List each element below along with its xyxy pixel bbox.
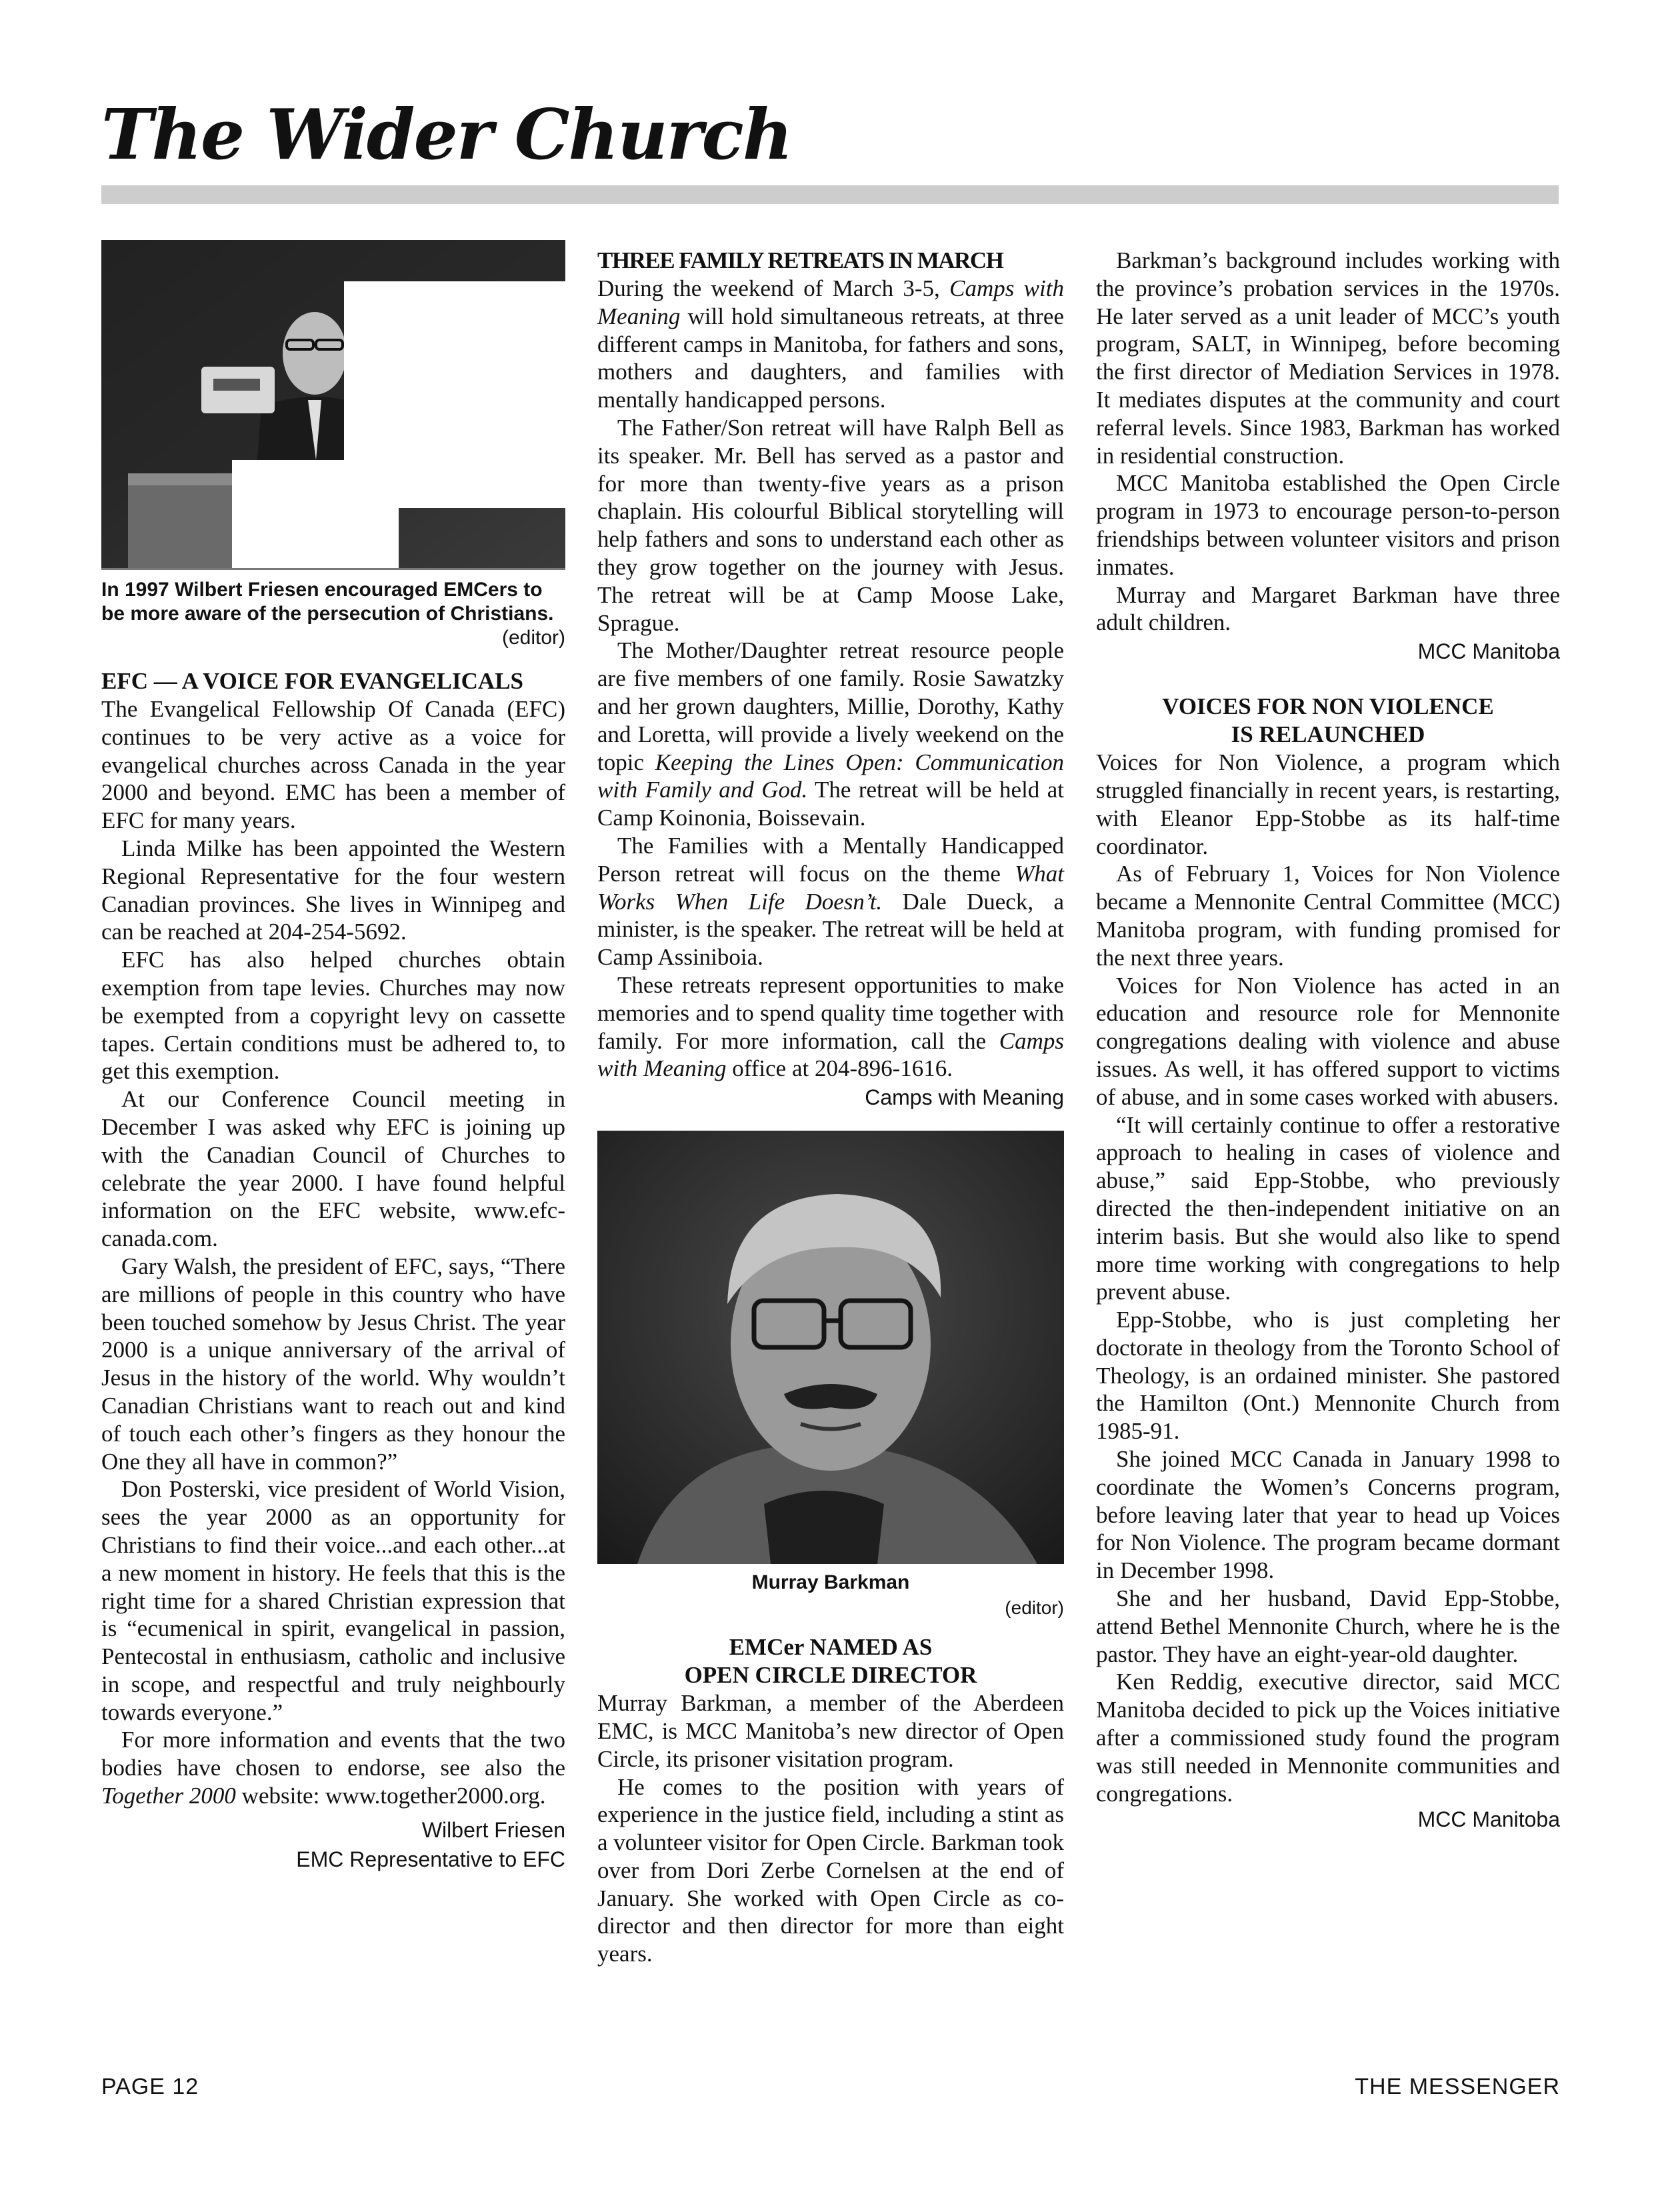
barkman-heading-line-1: EMCer NAMED AS: [729, 1634, 933, 1661]
efc-author-title: EMC Representative to EFC: [296, 1847, 565, 1871]
retreats-paragraph: The Families with a Mentally Handicapped Person retreat will focus on the theme What Works When Life Doesn’t. Dale Dueck, a minister, is the speaker. The retreat will be held at Camp Assiniboia.: [597, 832, 1064, 971]
barkman-paragraph: He comes to the position with years of experience in the justice field, including a stint as a volunteer visitor for Open Circle. Barkman took over from Dori Zerbe Cornelsen at the end of January. She worked with Open Circle as co-director and then director for more than eight years.: [597, 1773, 1064, 1967]
voices-heading-line-2: IS RELAUNCHED: [1231, 721, 1425, 748]
efc-paragraph-last: For more information and events that the two bodies have chosen to endorse, see also the Together 2000 website: www.together2000.org.: [101, 1727, 565, 1809]
efc-paragraph: Linda Milke has been appointed the Western Regional Representative for the four western Canadian provinces. She lives in Winnipeg and can be reached at 204-254-5692.: [101, 835, 565, 945]
barkman-paragraph: Murray Barkman, a member of the Aberdeen EMC, is MCC Manitoba’s new director of Open Circle, its prisoner visitation program.: [597, 1690, 1064, 1772]
barkman-paragraph: Murray and Margaret Barkman have three adult children.: [1096, 581, 1560, 636]
efc-paragraph: The Evangelical Fellowship Of Canada (EFC) continues to be very active as a voice for evangelical churches across Canada in the year 2000 and beyond. EMC has been a member of EFC for many years.: [101, 696, 565, 834]
retreats-paragraph: The Mother/Daughter retreat resource people are five members of one family. Rosie Sawatzky and her grown daughters, Millie, Dorothy, Kathy and Loretta, will provide a lively weekend on the topic Keeping the Lines Open: Communication with Family and God. The retreat will be held at Camp Koinonia, Boissevain.: [597, 637, 1065, 831]
photo-wilbert-friesen-caption: [101, 578, 565, 649]
photo-wilbert-friesen: [101, 240, 565, 570]
photo-murray-barkman-caption: Murray Barkman: [751, 1571, 910, 1594]
column-3: [1096, 247, 1560, 1834]
efc-heading: EFC — A VOICE FOR EVANGELICALS: [101, 668, 524, 694]
voices-paragraph: She and her husband, David Epp-Stobbe, attend Bethel Mennonite Church, where he is the pastor. They have an eight-year-old daughter.: [1096, 1585, 1560, 1667]
column-1: [101, 240, 565, 1874]
efc-paragraph: Gary Walsh, the president of EFC, says, “There are millions of people in this country who have been touched somehow by Jesus Christ. The year 2000 is a unique anniversary of the arrival of Jesus in the history of the world. Why wouldn’t Canadian Christians want to reach out and kind of touch each other’s fingers as they honour the One they all have in common?”: [101, 1253, 565, 1475]
photo-wilbert-friesen-image: [101, 240, 565, 568]
section-title-rule: [101, 185, 1559, 204]
publication-name: THE MESSENGER: [1355, 2074, 1560, 2099]
voices-paragraph: Voices for Non Violence has acted in an education and resource role for Mennonite congregations dealing with violence and abuse issues. As well, it has offered support to victims of abuse, and in some cases worked with abusers.: [1096, 972, 1560, 1110]
voices-credit: MCC Manitoba: [1417, 1807, 1560, 1832]
efc-paragraph: At our Conference Council meeting in December I was asked why EFC is joining up with the Canadian Council of Churches to celebrate the year 2000. I have found helpful information on the EFC website, www.efc-canada.com.: [101, 1086, 565, 1252]
photo-murray-barkman-credit: (editor): [1005, 1597, 1064, 1619]
photo-murray-barkman: [597, 1131, 1064, 1564]
barkman-paragraph: MCC Manitoba established the Open Circle program in 1973 to encourage person-to-person friendships between volunteer visitors and prison inmates.: [1096, 470, 1560, 580]
retreats-credit: Camps with Meaning: [865, 1085, 1064, 1110]
barkman-paragraph: Barkman’s background includes working with the province’s probation services in the 1970s. He later served as a unit leader of MCC’s youth program, SALT, in Winnipeg, before becoming the first director of Mediation Services in 1978. It mediates disputes at the community and court referral levels. Since 1983, Barkman has worked in residential construction.: [1096, 247, 1560, 469]
retreats-paragraph: During the weekend of March 3-5, Camps with Meaning will hold simultaneous retreats, at three different camps in Manitoba, for fathers and sons, mothers and daughters, and families with mentally handicapped persons.: [597, 275, 1064, 413]
voices-paragraph: As of February 1, Voices for Non Violence became a Mennonite Central Committee (MCC) Manitoba program, with funding promised for the next three years.: [1096, 861, 1560, 971]
retreats-heading: THREE FAMILY RETREATS IN MARCH: [597, 247, 1003, 273]
retreats-paragraph: The Father/Son retreat will have Ralph Bell as its speaker. Mr. Bell has served as a pastor and for more than twenty-five years as a prison chaplain. His colourful Biblical storytelling will help fathers and sons to understand each other as they grow together on the journey with Jesus. The retreat will be at Camp Moose Lake, Sprague.: [597, 414, 1064, 636]
column-2: [597, 247, 1064, 1968]
efc-paragraph: Don Posterski, vice president of World Vision, sees the year 2000 as an opportunity for Christians to find their voice...and each other...at a new moment in history. He feels that this is the right time for a shared Christian expression that is “ecumenical in spirit, evangelical in passion, Pentecostal in enthusiasm, catholic and inclusive in scope, and respectful and truly neighbourly towards everyone.”: [101, 1476, 565, 1725]
section-title: The Wider Church: [101, 93, 792, 175]
voices-paragraph: Voices for Non Violence, a program which struggled financially in recent years, is restarting, with Eleanor Epp-Stobbe as its half-time coordinator.: [1096, 749, 1560, 859]
voices-heading-line-1: VOICES FOR NON VIOLENCE: [1162, 693, 1494, 720]
page-number: PAGE 12: [101, 2074, 199, 2099]
voices-paragraph: Epp-Stobbe, who is just completing her doctorate in theology from the Toronto School of Theology, is an ordained minister. She pastored the Hamilton (Ont.) Mennonite Church from 1985-91.: [1096, 1307, 1560, 1445]
voices-paragraph: She joined MCC Canada in January 1998 to coordinate the Women’s Concerns program, before leaving later that year to head up Voices for Non Violence. The program became dormant in December 1998.: [1096, 1446, 1560, 1584]
efc-author: Wilbert Friesen: [421, 1817, 565, 1842]
barkman-heading-line-2: OPEN CIRCLE DIRECTOR: [684, 1662, 977, 1689]
voices-paragraph: “It will certainly continue to offer a restorative approach to healing in cases of violence and abuse,” said Epp-Stobbe, who previously directed the then-independent initiative on an interim basis. But she would also like to spend more time working with congregations to help prevent abuse.: [1096, 1111, 1560, 1305]
barkman-credit: MCC Manitoba: [1417, 639, 1560, 664]
caption-credit: (editor): [501, 627, 565, 649]
voices-paragraph: Ken Reddig, executive director, said MCC Manitoba decided to pick up the Voices initiative after a commissioned study found the program was still needed in Mennonite communities and congregations.: [1096, 1669, 1560, 1807]
photo-murray-barkman-image: [597, 1131, 1064, 1564]
retreats-paragraph: These retreats represent opportunities to make memories and to spend quality time together with family. For more information, call the Camps with Meaning office at 204-896-1616.: [597, 971, 1064, 1082]
efc-paragraph: EFC has also helped churches obtain exemption from tape levies. Churches may now be exempted from a copyright levy on cassette tapes. Certain conditions must be adhered to, to get this exemption.: [101, 947, 565, 1085]
caption-text: In 1997 Wilbert Friesen encouraged EMCers to be more aware of the persecution of Christians.: [101, 579, 554, 625]
